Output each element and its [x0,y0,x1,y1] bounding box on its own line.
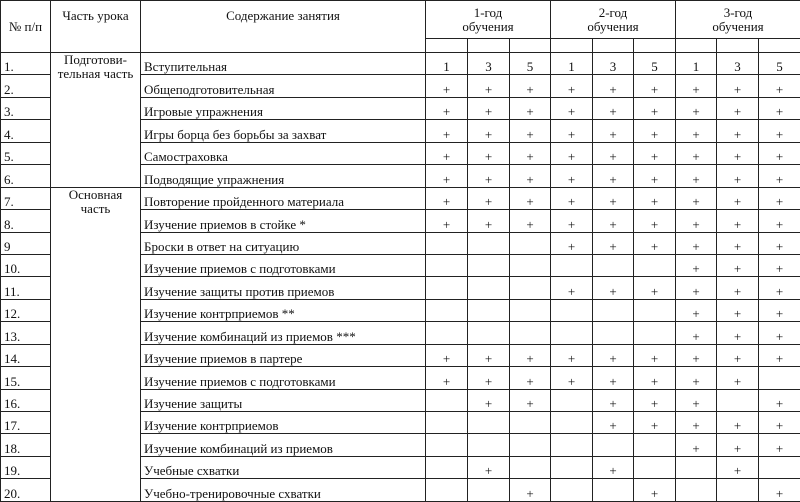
mark-cell [426,479,468,502]
subheader-spacer [426,39,468,53]
row-number: 11. [1,277,51,299]
subheader-spacer [551,39,593,53]
row-content: Подводящие упражнения [141,165,426,187]
row-number: 12. [1,299,51,321]
mark-cell: 3 [468,53,510,75]
mark-cell: + [426,120,468,142]
row-content: Самостраховка [141,142,426,164]
mark-cell: + [510,165,551,187]
mark-cell [551,322,593,344]
mark-cell [551,434,593,456]
mark-cell: + [551,187,593,209]
mark-cell: + [717,75,759,97]
mark-cell [634,299,676,321]
header-part: Часть урока [51,1,141,53]
mark-cell [593,299,634,321]
mark-cell: + [676,434,717,456]
mark-cell: + [759,412,800,434]
header-year-3: 3-год обучения [676,1,800,39]
mark-cell: + [634,389,676,411]
mark-cell: + [426,210,468,232]
mark-cell: + [759,232,800,254]
mark-cell: + [593,277,634,299]
mark-cell: + [634,187,676,209]
mark-cell: + [593,120,634,142]
mark-cell: + [717,322,759,344]
row-number: 6. [1,165,51,187]
mark-cell: + [426,367,468,389]
row-content: Общеподготовительная [141,75,426,97]
mark-cell [426,277,468,299]
mark-cell: + [468,344,510,366]
mark-cell: + [676,367,717,389]
mark-cell [717,479,759,502]
mark-cell [551,299,593,321]
row-content: Изучение приемов с подготовками [141,254,426,276]
mark-cell: + [551,142,593,164]
row-number: 14. [1,344,51,366]
row-number: 16. [1,389,51,411]
mark-cell: + [634,75,676,97]
mark-cell: + [759,299,800,321]
mark-cell: + [676,299,717,321]
mark-cell: + [510,120,551,142]
mark-cell [510,434,551,456]
mark-cell: + [634,412,676,434]
subheader-spacer [759,39,800,53]
mark-cell: + [717,232,759,254]
mark-cell: + [468,142,510,164]
mark-cell: + [759,75,800,97]
mark-cell: + [717,412,759,434]
mark-cell [426,254,468,276]
mark-cell [676,456,717,478]
header-num: № п/п [1,1,51,53]
mark-cell: + [676,120,717,142]
mark-cell [551,254,593,276]
mark-cell: + [510,97,551,119]
mark-cell: + [634,97,676,119]
row-number: 1. [1,53,51,75]
mark-cell: + [759,344,800,366]
mark-cell: + [468,367,510,389]
mark-cell: + [759,254,800,276]
mark-cell: + [593,165,634,187]
mark-cell: + [510,367,551,389]
mark-cell [510,277,551,299]
mark-cell [634,434,676,456]
mark-cell: + [717,344,759,366]
mark-cell: + [717,142,759,164]
mark-cell: + [551,344,593,366]
mark-cell: + [510,75,551,97]
mark-cell [551,479,593,502]
mark-cell: + [593,187,634,209]
mark-cell: + [634,210,676,232]
mark-cell [510,322,551,344]
mark-cell: + [468,120,510,142]
mark-cell: 1 [426,53,468,75]
mark-cell: 1 [551,53,593,75]
mark-cell: + [593,456,634,478]
mark-cell: + [676,412,717,434]
mark-cell: + [717,210,759,232]
mark-cell: + [634,232,676,254]
row-content: Изучение приемов с подготовками [141,367,426,389]
row-number: 19. [1,456,51,478]
mark-cell: + [593,97,634,119]
row-number: 15. [1,367,51,389]
mark-cell [426,322,468,344]
mark-cell [634,322,676,344]
mark-cell: + [676,97,717,119]
row-content: Изучение комбинаций из приемов *** [141,322,426,344]
mark-cell [510,456,551,478]
mark-cell: + [551,97,593,119]
row-content: Изучение защиты [141,389,426,411]
mark-cell: + [593,344,634,366]
mark-cell: + [634,479,676,502]
table-body [1,53,800,502]
mark-cell [426,412,468,434]
mark-cell [426,389,468,411]
mark-cell: + [676,187,717,209]
mark-cell: + [676,389,717,411]
subheader-spacer [676,39,717,53]
row-number: 9 [1,232,51,254]
mark-cell: + [676,254,717,276]
row-content: Изучение комбинаций из приемов [141,434,426,456]
mark-cell: + [426,165,468,187]
mark-cell: + [676,142,717,164]
mark-cell: + [426,97,468,119]
mark-cell [468,322,510,344]
mark-cell: + [717,120,759,142]
mark-cell: + [759,97,800,119]
mark-cell: + [551,367,593,389]
subheader-spacer [510,39,551,53]
mark-cell: + [593,389,634,411]
mark-cell: + [593,210,634,232]
row-number: 17. [1,412,51,434]
mark-cell [717,389,759,411]
table-row [1,187,800,209]
mark-cell: + [759,142,800,164]
mark-cell: + [426,344,468,366]
mark-cell: + [510,210,551,232]
mark-cell: + [510,389,551,411]
mark-cell: + [510,344,551,366]
mark-cell [634,254,676,276]
mark-cell: + [759,434,800,456]
mark-cell: + [717,434,759,456]
mark-cell: + [759,120,800,142]
row-content: Изучение защиты против приемов [141,277,426,299]
mark-cell: + [426,75,468,97]
row-content: Броски в ответ на ситуацию [141,232,426,254]
mark-cell: + [551,165,593,187]
mark-cell: + [426,142,468,164]
subheader-spacer [634,39,676,53]
row-number: 7. [1,187,51,209]
mark-cell: + [717,367,759,389]
mark-cell: + [634,165,676,187]
mark-cell: 1 [676,53,717,75]
mark-cell: 3 [717,53,759,75]
mark-cell: + [676,322,717,344]
mark-cell [426,232,468,254]
row-number: 3. [1,97,51,119]
mark-cell [468,254,510,276]
header-content: Содержание занятия [141,1,426,53]
mark-cell: + [468,210,510,232]
mark-cell [468,299,510,321]
mark-cell: + [717,187,759,209]
mark-cell: + [551,210,593,232]
mark-cell: + [717,277,759,299]
mark-cell: + [717,299,759,321]
mark-cell: 5 [510,53,551,75]
mark-cell: + [593,412,634,434]
mark-cell: + [759,165,800,187]
mark-cell: + [593,232,634,254]
row-content: Повторение пройденного материала [141,187,426,209]
mark-cell: + [759,210,800,232]
mark-cell: + [634,344,676,366]
mark-cell: + [551,232,593,254]
row-number: 8. [1,210,51,232]
row-number: 2. [1,75,51,97]
mark-cell [510,232,551,254]
mark-cell [468,434,510,456]
mark-cell: + [717,254,759,276]
mark-cell: + [468,389,510,411]
mark-cell: + [759,479,800,502]
mark-cell: + [551,120,593,142]
subheader-spacer [593,39,634,53]
mark-cell [510,254,551,276]
row-content: Вступительная [141,53,426,75]
mark-cell [468,277,510,299]
mark-cell [551,389,593,411]
mark-cell: + [634,367,676,389]
mark-cell: + [676,277,717,299]
mark-cell: + [510,187,551,209]
mark-cell [593,254,634,276]
mark-cell: + [676,344,717,366]
mark-cell [593,322,634,344]
mark-cell [426,456,468,478]
row-content: Изучение контрприемов [141,412,426,434]
mark-cell: + [676,210,717,232]
row-content: Изучение приемов в стойке * [141,210,426,232]
mark-cell: + [551,75,593,97]
mark-cell: + [676,75,717,97]
mark-cell [426,434,468,456]
mark-cell [468,479,510,502]
row-content: Игры борца без борьбы за захват [141,120,426,142]
table-row [1,53,800,75]
mark-cell: + [676,232,717,254]
mark-cell: + [717,456,759,478]
mark-cell [468,232,510,254]
mark-cell: + [759,187,800,209]
mark-cell [593,434,634,456]
part-preparatory: Подготови-тельная часть [51,53,141,188]
mark-cell: + [426,187,468,209]
row-number: 5. [1,142,51,164]
mark-cell [593,479,634,502]
row-content: Учебные схватки [141,456,426,478]
mark-cell: + [676,165,717,187]
mark-cell: + [468,97,510,119]
mark-cell [676,479,717,502]
row-number: 4. [1,120,51,142]
mark-cell: + [468,75,510,97]
mark-cell: + [717,97,759,119]
row-number: 18. [1,434,51,456]
mark-cell [634,456,676,478]
mark-cell: + [759,389,800,411]
mark-cell: + [468,187,510,209]
mark-cell [510,412,551,434]
mark-cell: + [551,277,593,299]
mark-cell: + [510,479,551,502]
mark-cell: + [717,165,759,187]
mark-cell: + [593,367,634,389]
row-number: 10. [1,254,51,276]
mark-cell [551,412,593,434]
mark-cell: + [510,142,551,164]
row-content: Игровые упражнения [141,97,426,119]
mark-cell: + [634,120,676,142]
mark-cell: 3 [593,53,634,75]
mark-cell [510,299,551,321]
mark-cell: + [468,165,510,187]
mark-cell [468,412,510,434]
row-number: 13. [1,322,51,344]
mark-cell [551,456,593,478]
mark-cell: + [759,277,800,299]
mark-cell: + [468,456,510,478]
mark-cell [759,456,800,478]
mark-cell: 5 [634,53,676,75]
row-content: Изучение контрприемов ** [141,299,426,321]
part-main: Основная часть [51,187,141,501]
header-year-1: 1-год обучения [426,1,551,39]
mark-cell: + [593,142,634,164]
mark-cell: 5 [759,53,800,75]
mark-cell: + [634,142,676,164]
subheader-spacer [468,39,510,53]
row-number: 20. [1,479,51,502]
mark-cell: + [593,75,634,97]
subheader-spacer [717,39,759,53]
mark-cell: + [759,322,800,344]
mark-cell [759,367,800,389]
mark-cell [426,299,468,321]
row-content: Изучение приемов в партере [141,344,426,366]
row-content: Учебно-тренировочные схватки [141,479,426,502]
mark-cell: + [634,277,676,299]
header-year-2: 2-год обучения [551,1,676,39]
